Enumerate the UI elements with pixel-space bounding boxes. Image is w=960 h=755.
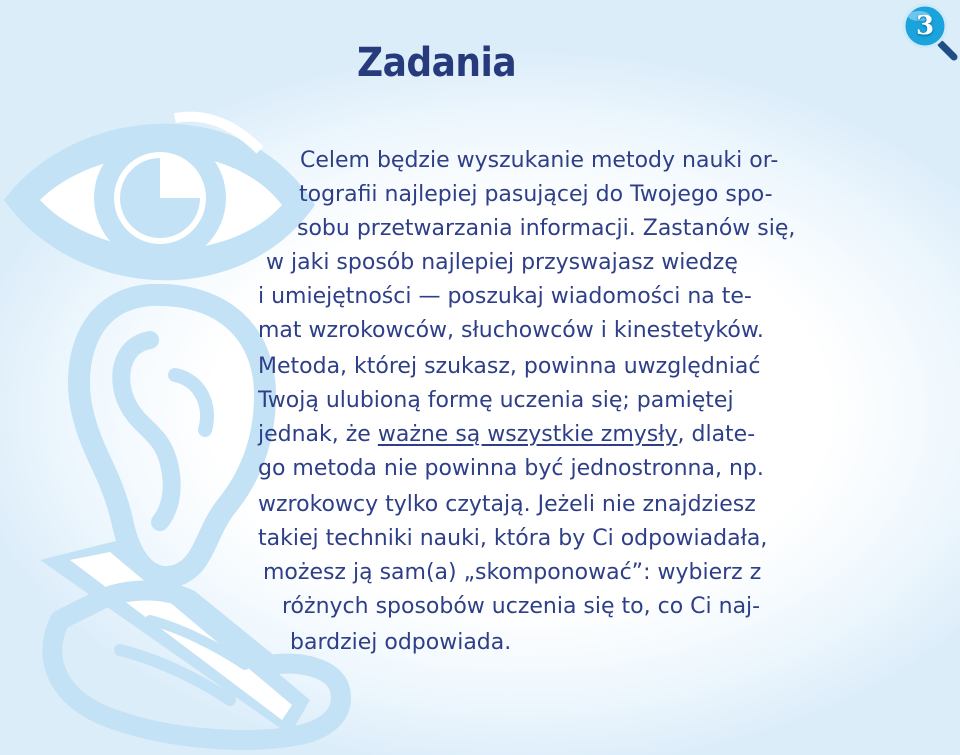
text-line: Celem będzie wyszukanie metody nauki or- xyxy=(300,148,779,173)
text-line: mat wzrokowców, słuchowców i kinestetyków. xyxy=(258,318,764,343)
underlined-phrase: ważne są wszystkie zmysły xyxy=(377,422,678,447)
page-title: Zadania xyxy=(357,40,517,86)
text-line: różnych sposobów uczenia się to, co Ci naj- xyxy=(282,594,761,619)
text-line: możesz ją sam(a) „skomponować”: wybierz z xyxy=(263,560,762,585)
badge-number: 3 xyxy=(915,11,935,41)
text-line: w jaki sposób najlepiej przyswajasz wiedzę xyxy=(266,250,738,275)
magnifier-badge-icon xyxy=(897,2,959,64)
text-line: bardziej odpowiada. xyxy=(290,630,512,655)
text-line xyxy=(258,422,755,447)
text-line: go metoda nie powinna być jednostronna, np. xyxy=(258,456,764,481)
text-line: Twoją ulubioną formę uczenia się; pamiętej xyxy=(258,388,734,413)
text-segment: , dlate- xyxy=(677,422,756,447)
text-line: i umiejętności — poszukaj wiadomości na te- xyxy=(258,284,752,309)
text-line: tografii najlepiej pasującej do Twojego spo- xyxy=(299,182,773,207)
ear-icon xyxy=(79,295,265,577)
text-line: takiej techniki nauki, która by Ci odpowiadała, xyxy=(258,526,768,551)
text-line: Metoda, której szukasz, powinna uwzględniać xyxy=(258,354,761,379)
text-line: sobu przetwarzania informacji. Zastanów się, xyxy=(297,216,796,241)
text-line: wzrokowcy tylko czytają. Jeżeli nie znajdziesz xyxy=(258,492,756,517)
text-segment: jednak, że xyxy=(258,422,378,447)
